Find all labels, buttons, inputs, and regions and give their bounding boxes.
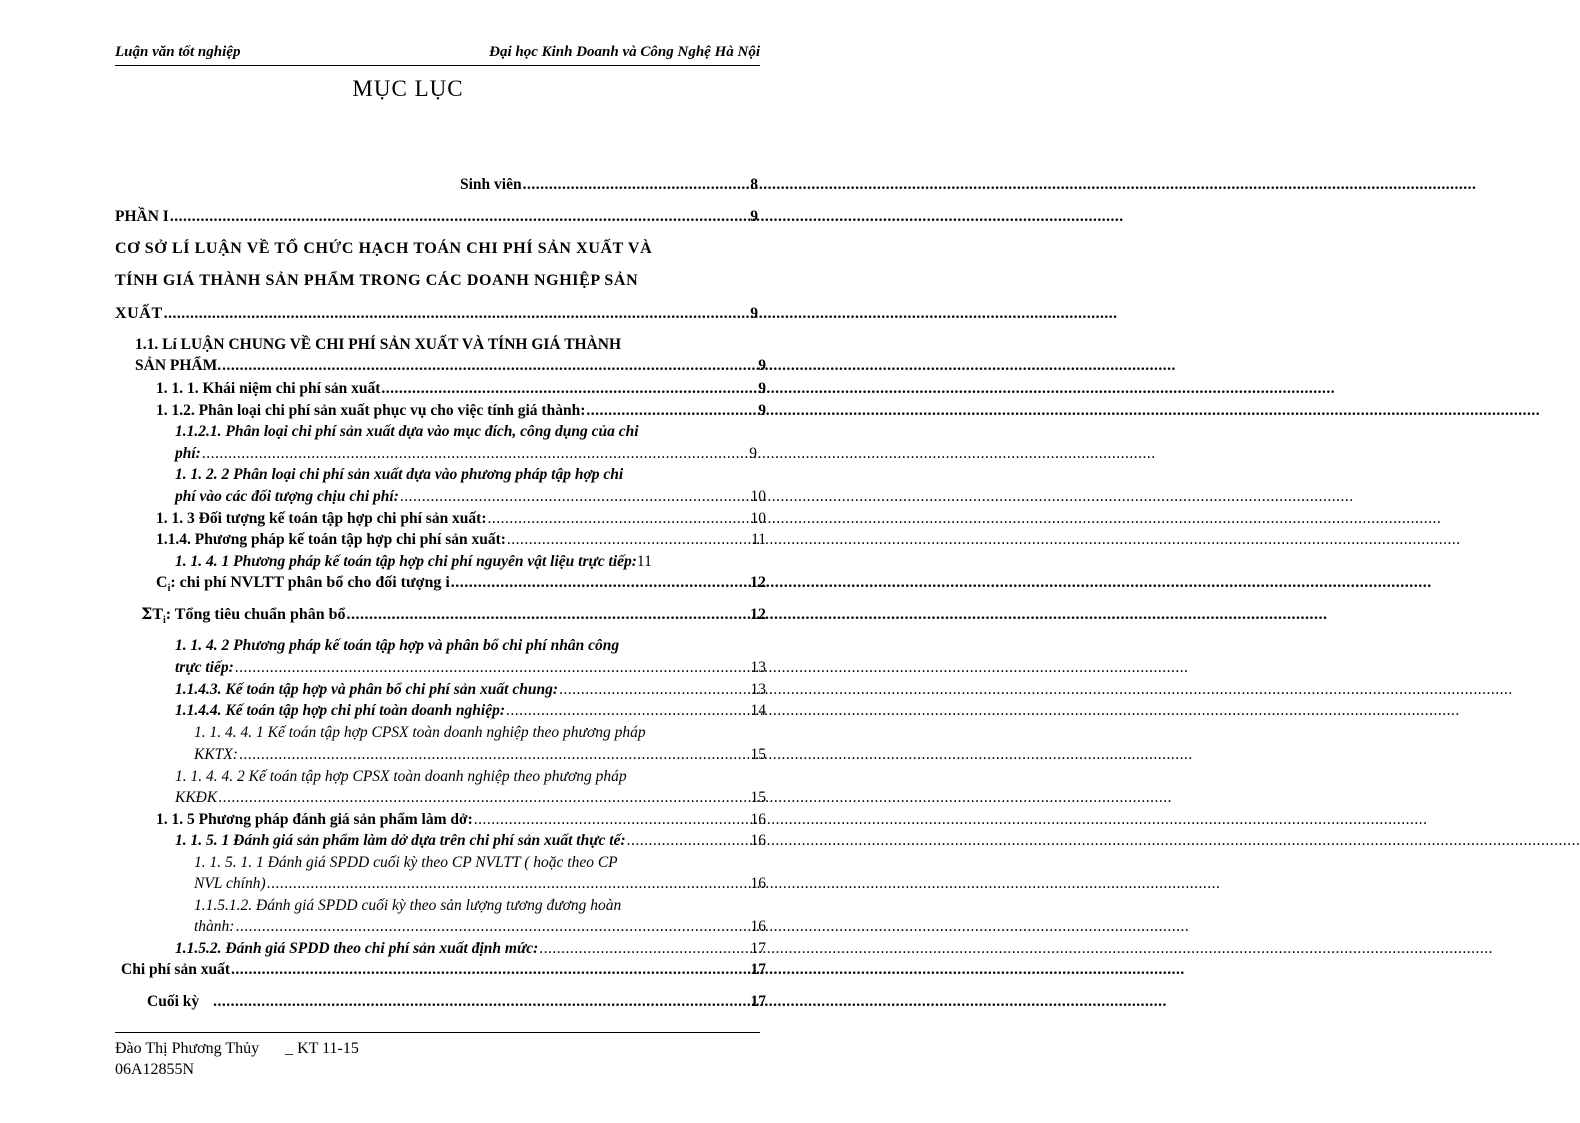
toc-entry-1-1-4-2[interactable]: trực tiếp: ..... 13 — [175, 659, 766, 677]
footer-student-id: 06A12855N — [115, 1061, 195, 1078]
toc-entry-1-1-4-1[interactable]: 1. 1. 4. 1 Phương pháp kế toán tập hợp chi phí nguyên vật liệu trực tiếp: 11 — [175, 553, 652, 570]
header-right: Đại học Kinh Doanh và Công Nghệ Hà Nội — [489, 44, 760, 60]
toc-1-1-line1: 1.1. Lí LUẬN CHUNG VỀ CHI PHÍ SẢN XUẤT VÀ TÍNH GIÁ THÀNH — [135, 336, 622, 353]
toc-entry-1-1-3[interactable]: 1. 1. 3 Đối tượng kế toán tập hợp chi phí sản xuất: ..... 10 — [156, 510, 766, 528]
toc-entry-1-1-5[interactable]: 1. 1. 5 Phương pháp đánh giá sản phẩm làm dở: ..... 16 — [156, 811, 766, 829]
toc-1-1-5-1-1-line1: 1. 1. 5. 1. 1 Đánh giá SPDD cuối kỳ theo CP NVLTT ( hoặc theo CP — [194, 854, 618, 871]
page-title: MỤC LỤC — [352, 76, 464, 101]
toc-entry-1-1-2[interactable]: 1. 1.2. Phân loại chi phí sản xuất phục vụ cho việc tính giá thành: ..... 9 — [156, 402, 766, 420]
toc-1-1-5-1-2-line1: 1.1.5.1.2. Đánh giá SPDD cuối kỳ theo sản lượng tương đương hoàn — [194, 897, 622, 914]
footer-student-name: Đào Thị Phương Thủy — [115, 1040, 260, 1057]
toc-1-1-2-2-line1: 1. 1. 2. 2 Phân loại chi phí sản xuất dựa vào phương pháp tập hợp chi — [175, 466, 624, 483]
toc-entry-1-1-5-1-1[interactable]: NVL chính) ..... 16 — [194, 875, 766, 893]
toc-entry-1-1-4[interactable]: 1.1.4. Phương pháp kế toán tập hợp chi phí sản xuất: ..... 11 — [156, 531, 766, 549]
toc-entry-ci[interactable]: $C_i$: chi phí NVLTT phân bổ cho đối tượng i ..... 12 — [156, 574, 766, 594]
toc-1-1-2-1-line1: 1.1.2.1. Phân loại chi phí sản xuất dựa vào mục đích, công dụng của chi — [175, 423, 639, 440]
footer-class: _ KT 11-15 — [285, 1040, 359, 1057]
toc-entry-phan-1[interactable]: PHẦN I ..... 9 — [115, 208, 758, 226]
header-left: Luận văn tốt nghiệp — [115, 44, 241, 60]
footer-rule — [115, 1032, 760, 1033]
toc-entry-1-1-4-4-1[interactable]: KKTX: ..... 15 — [194, 746, 766, 764]
toc-entry-1-1-4-4-2[interactable]: KKĐK ..... 15 — [175, 789, 766, 807]
toc-entry-heading[interactable]: XUẤT ..... 9 — [115, 305, 758, 323]
toc-1-1-4-2-line1: 1. 1. 4. 2 Phương pháp kế toán tập hợp và phân bổ chi phí nhân công — [175, 637, 620, 654]
toc-entry-1-1-1[interactable]: 1. 1. 1. Khái niệm chi phí sản xuất ..... 9 — [156, 380, 766, 398]
toc-1-1-4-4-1-line1: 1. 1. 4. 4. 1 Kế toán tập hợp CPSX toàn doanh nghiệp theo phương pháp — [194, 724, 646, 741]
toc-entry-cuoi-ky[interactable]: Cuối kỳ ..... 17 — [147, 993, 766, 1011]
toc-entry-sinh-vien[interactable]: Sinh viên ..... 8 — [460, 176, 758, 194]
sigma-symbol: Σ — [141, 604, 153, 623]
toc-heading-line1: CƠ SỞ LÍ LUẬN VỀ TỔ CHỨC HẠCH TOÁN CHI PHÍ SẢN XUẤT VÀ — [115, 240, 653, 257]
toc-entry-1-1-5-2[interactable]: 1.1.5.2. Đánh giá SPDD theo chi phí sản xuất định mức: ..... 17 — [175, 940, 766, 958]
toc-entry-1-1[interactable]: SẢN PHẨM. ..... 9 — [135, 357, 766, 375]
toc-entry-1-1-4-3[interactable]: 1.1.4.3. Kế toán tập hợp và phân bổ chi phí sản xuất chung: ..... 13 — [175, 681, 766, 699]
toc-entry-1-1-4-4[interactable]: 1.1.4.4. Kế toán tập hợp chi phí toàn doanh nghiệp: ..... 14 — [175, 702, 766, 720]
toc-entry-1-1-5-1-2[interactable]: thành: ..... 16 — [194, 918, 766, 936]
toc-entry-sum-ti[interactable]: $\Sigma T_i$: Tổng tiêu chuẩn phân bổ ..... 12 — [141, 604, 766, 626]
toc-1-1-4-4-2-line1: 1. 1. 4. 4. 2 Kế toán tập hợp CPSX toàn doanh nghiệp theo phương pháp — [175, 768, 627, 785]
toc-entry-chi-phi-san-xuat[interactable]: Chi phí sản xuất ..... 17 — [121, 961, 766, 979]
toc-heading-line2: TÍNH GIÁ THÀNH SẢN PHẨM TRONG CÁC DOANH NGHIỆP SẢN — [115, 272, 639, 289]
page-footer — [115, 1038, 359, 1080]
toc-entry-1-1-2-2[interactable]: phí vào các đối tượng chịu chi phí: ..... 10 — [175, 488, 766, 506]
toc-entry-1-1-2-1[interactable]: phí: ..... 9 — [175, 445, 757, 463]
toc-entry-1-1-5-1[interactable]: 1. 1. 5. 1 Đánh giá sản phẩm làm dở dựa trên chi phí sản xuất thực tế: ..... 16 — [175, 832, 766, 850]
